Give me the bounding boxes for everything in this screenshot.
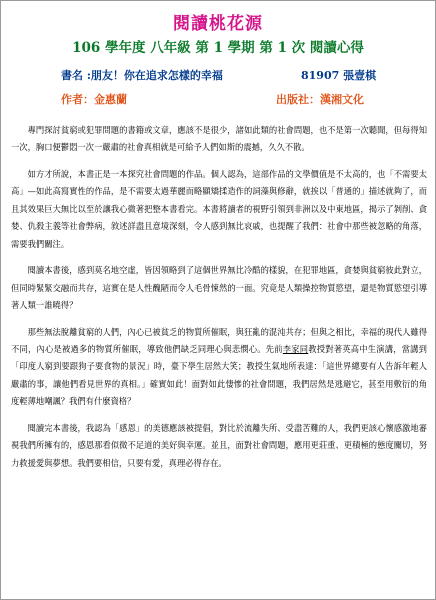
page-title: 閱讀桃花源 — [173, 14, 263, 34]
paragraph-1: 專門探討貧窮或犯罪問題的書籍或文章，應該不是很少，諸如此類的社會問題，也不是第一次聽聞，但每得知一次，胸口便鬱悶一次一嚴肅的社會真相就是可給予人們如斯的震撼，久久不散。 — [11, 125, 427, 153]
underlined-name: 李家同 — [282, 344, 309, 355]
publisher: 出版社：漢湘文化 — [276, 93, 364, 106]
paragraph-4 — [11, 324, 427, 411]
book-title: 書名 :朋友！你在追求怎樣的幸福 — [61, 69, 223, 82]
paragraph-5: 閱讀完本書後，我認為「感恩」的美德應該被提倡，對比於流離失所、受盡苦難的人，我們更該心懷感激地審視我們所擁有的，感恩那看似微不足道的美好與幸運。並且，面對社會問題，應用更莊重、更積極的態度關切，努力救援愛與夢想。我們要相信，只要有愛，真理必得存在。 — [11, 422, 427, 468]
paragraph-4-part-1: 那些無法脫離貧窮的人們，內心已被貧乏的物質所催眠，與狂亂的混沌共存；但與之相比，幸福的現代人雖得不同，內心是被過多的物質所催眠，導致他們缺乏同理心與悲憫心。先前 — [11, 326, 427, 355]
essay-body — [11, 122, 427, 481]
paragraph-4-part-2: 教授對著英高中生演講，當講到「印度人窮到要跟狗子要食物的景況」時，臺下學生居然大笑；教授生氣地所表達：「這世界總要有人告訴年輕人嚴肅的事，讓他們看見世界的真相。」確實如此！面對如此悽慘的社會問題，我們居然是逃避它，甚至用敷衍的角度輕薄地嘲諷？我們有什麼資格？ — [11, 344, 427, 407]
author: 作者：金惠蘭 — [61, 93, 127, 106]
student-id-name: 81907 張壹棋 — [301, 69, 377, 82]
page-subtitle: 106 學年度 八年級 第 1 學期 第 1 次 閱讀心得 — [72, 40, 364, 56]
paragraph-3: 閱讀本書後，感到莫名地空虛，皆因領略到了這個世界無比冷酷的樣貌，在犯罪地區，貪婪與貧窮彼此對立，但同時緊緊交融而共存，這實在是人性醜陋而令人毛骨悚然的一面。究竟是人類操控物質慾望，還是物質慾望引導著人類一誰曉得？ — [11, 265, 427, 311]
paragraph-2: 如方才所說，本書正是一本探究社會問題的作品。個人認為，這部作品的文學價值是不太高的，也「不需要太高」—如此高寫實性的作品，是不需要太過華麗而略顯矯揉造作的詞藻與修辭，就挨以「普通的」描述就夠了，而且其效果巨大無比以至於讓我心微著把整本書看完。本書將讀者的視野引領到非洲以及中東地區，揭示了剝削、貪婪、仇殺主義等社會弊病，敘述詳盡且意境深刻，令人感到無比哀戚，也提醒了我們：社會中那些被忽略的角落，需要我們關注。 — [11, 169, 427, 249]
